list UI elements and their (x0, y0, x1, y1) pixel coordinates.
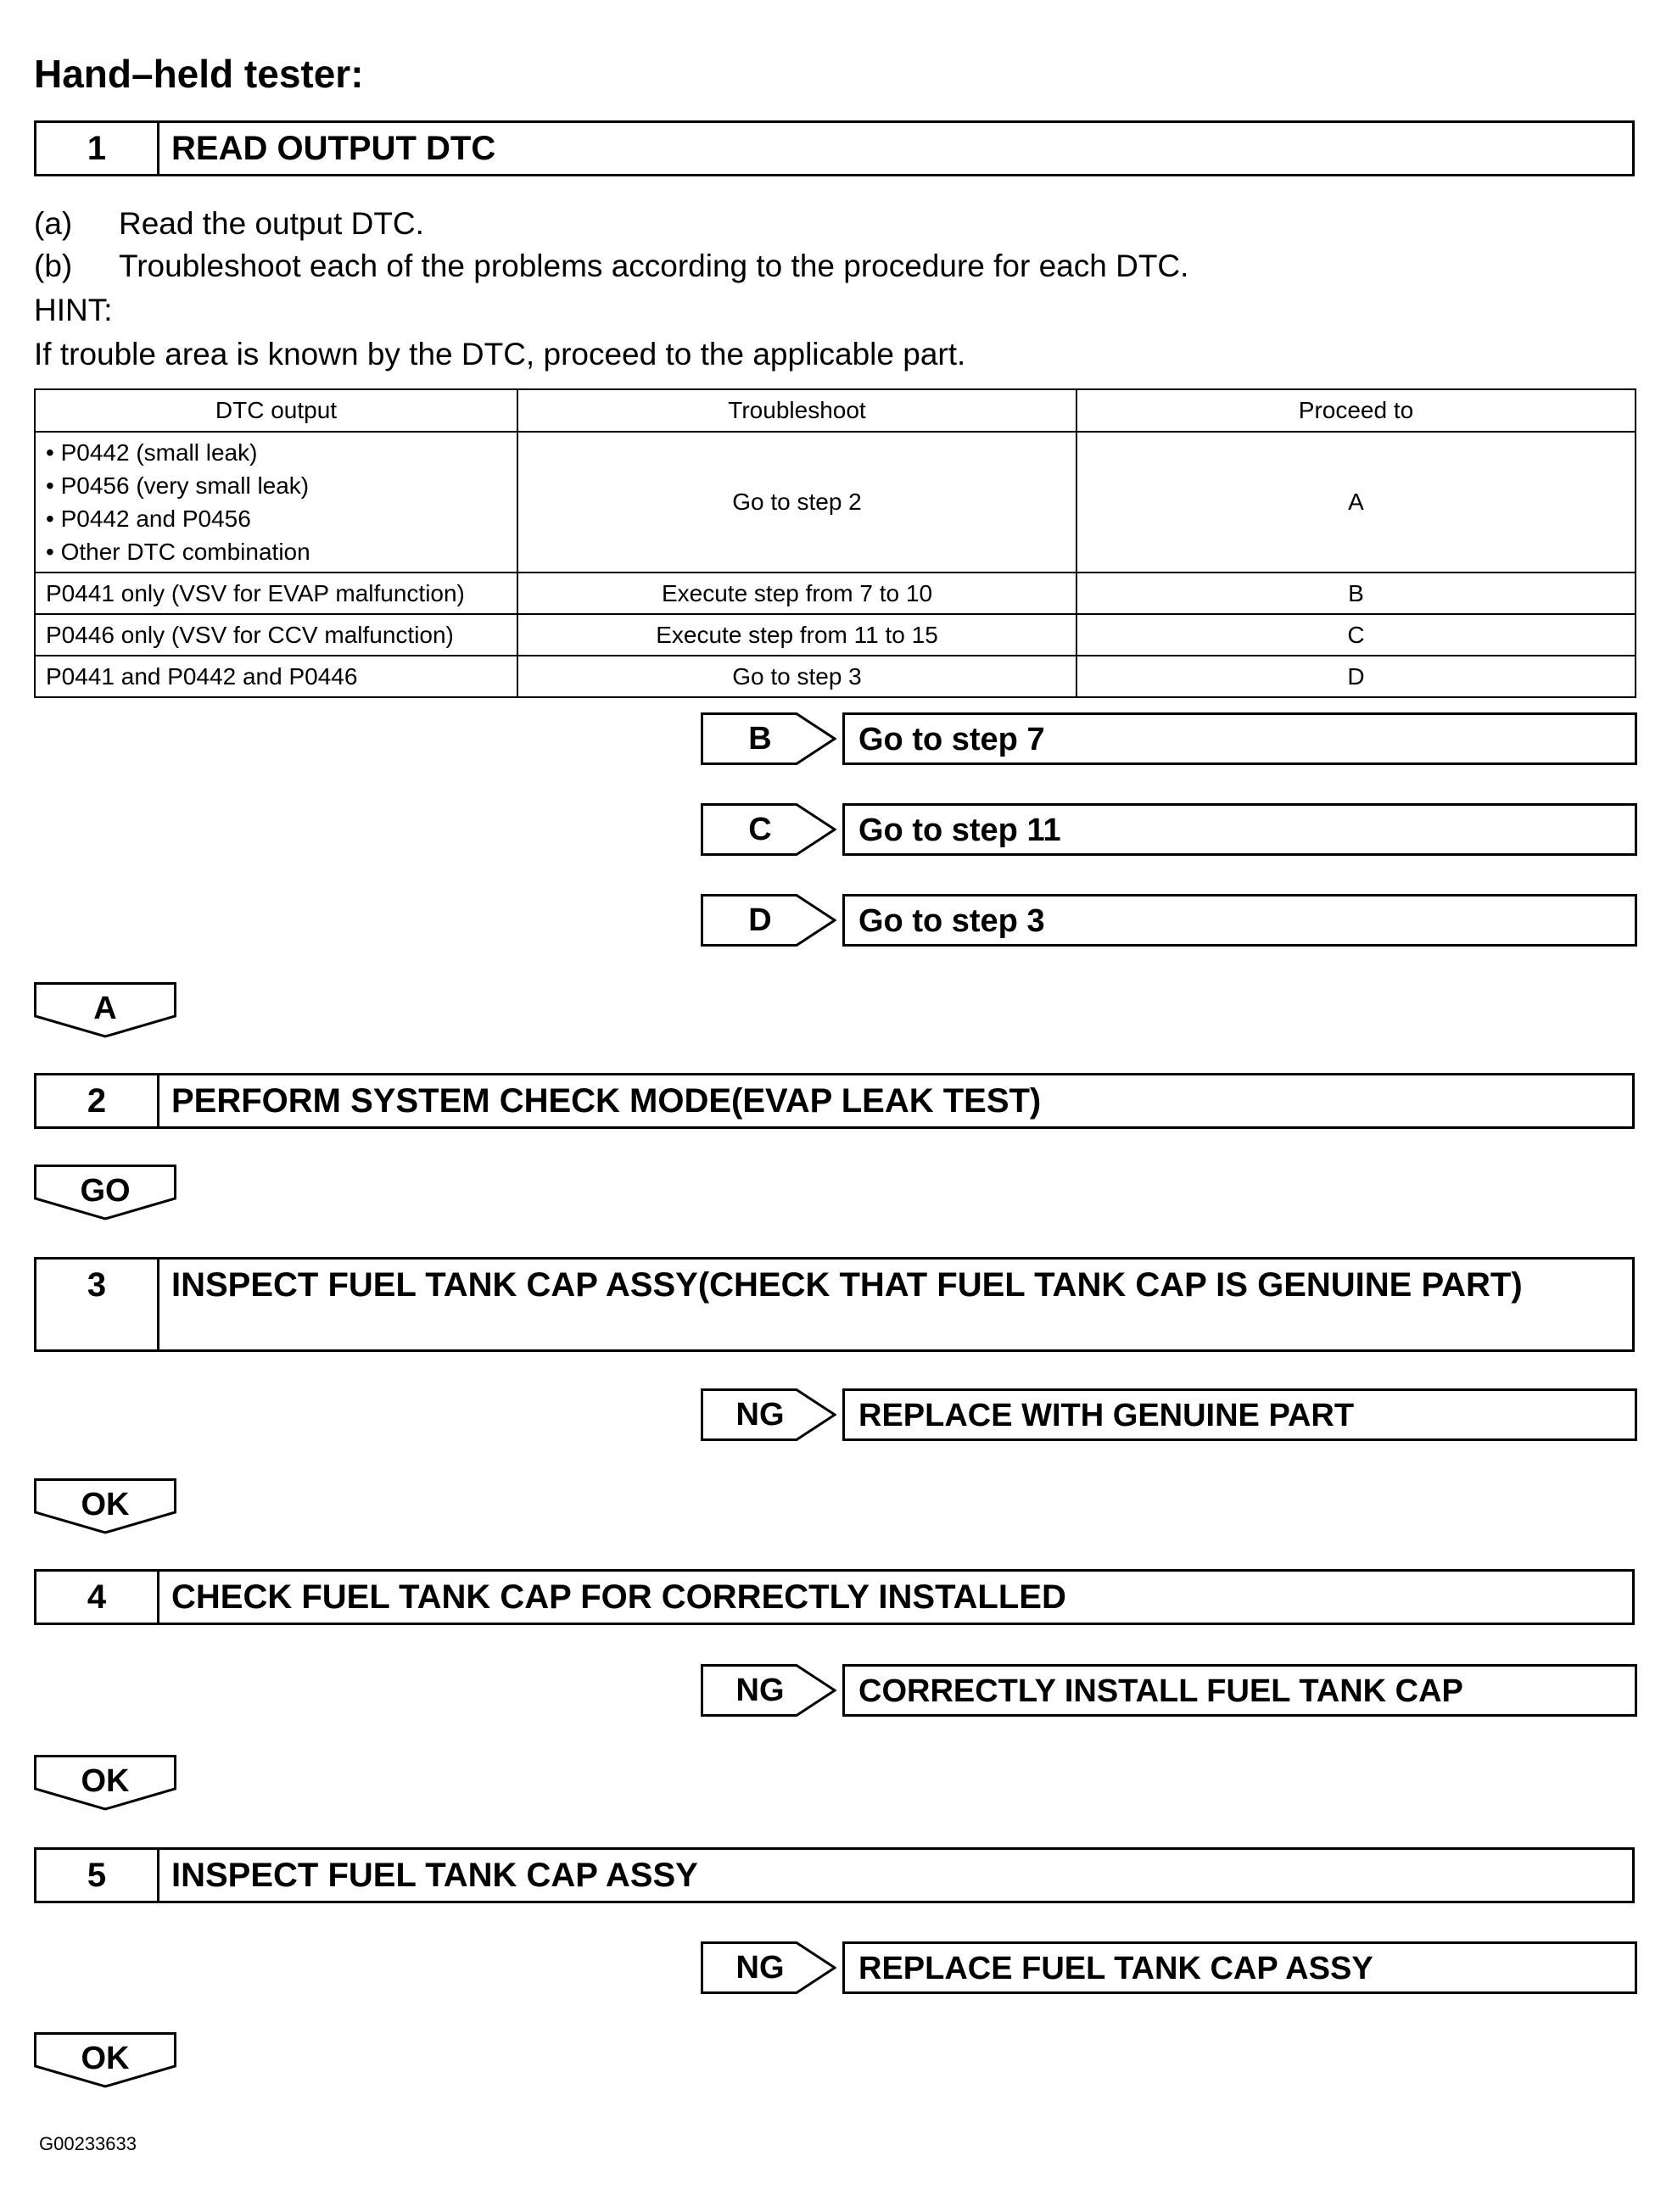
dtc-bullet: • P0456 (very small leak) (46, 472, 310, 499)
flow-label-text: OK (81, 1763, 130, 1799)
branch-result: Go to step 11 (842, 803, 1637, 856)
branch-tag-arrow (701, 803, 836, 856)
branch-d (701, 894, 1637, 947)
flow-label-text: OK (81, 2041, 130, 2076)
instruction-text: Read the output DTC. (119, 206, 424, 241)
step-5-box (34, 1847, 1635, 1903)
branch-tag-label: NG (735, 1950, 785, 1986)
flow-label-ok (34, 1478, 187, 1534)
dtc-bullet: • P0442 (small leak) (46, 439, 258, 466)
instruction-text: Troubleshoot each of the problems according to the procedure for each DTC. (119, 249, 1189, 283)
branch-result: Go to step 7 (842, 712, 1637, 765)
step-title: INSPECT FUEL TANK CAP ASSY(CHECK THAT FUEL TANK CAP IS GENUINE PART) (171, 1266, 1523, 1304)
branch-tag-arrow (701, 1388, 836, 1441)
branch-result: REPLACE WITH GENUINE PART (842, 1388, 1637, 1441)
branch-ng-step-3 (701, 1388, 1637, 1441)
step-number: 3 (36, 1260, 159, 1349)
proceed-cell: A (1076, 432, 1636, 573)
branch-tag-label: NG (735, 1397, 785, 1433)
branch-tag-arrow (701, 1941, 836, 1994)
branch-tag-arrow (701, 894, 836, 947)
branch-result: Go to step 3 (842, 894, 1637, 947)
flow-label-ok (34, 2032, 187, 2088)
step-title: CHECK FUEL TANK CAP FOR CORRECTLY INSTALLED (171, 1578, 1066, 1616)
branch-tag-arrow (701, 1664, 836, 1717)
dtc-output-cell (35, 432, 517, 573)
troubleshoot-cell: Go to step 3 (517, 656, 1076, 697)
table-row (35, 614, 1636, 656)
step-number: 5 (36, 1850, 159, 1901)
step-3-box (34, 1257, 1635, 1352)
branch-ng-step-4 (701, 1664, 1637, 1717)
branch-result: REPLACE FUEL TANK CAP ASSY (842, 1941, 1637, 1994)
branch-b (701, 712, 1637, 765)
table-header: DTC output (35, 389, 517, 432)
flow-label-a (34, 982, 187, 1038)
dtc-output-cell: P0441 only (VSV for EVAP malfunction) (35, 573, 517, 614)
branch-ng-step-5 (701, 1941, 1637, 1994)
table-row (35, 656, 1636, 697)
page-title: Hand–held tester: (34, 52, 364, 96)
step-2-box (34, 1073, 1635, 1129)
troubleshoot-cell: Execute step from 7 to 10 (517, 573, 1076, 614)
flow-label-text: GO (80, 1173, 131, 1209)
proceed-cell: D (1076, 656, 1636, 697)
branch-c (701, 803, 1637, 856)
dtc-table (34, 388, 1636, 698)
dtc-bullet: • P0442 and P0456 (46, 506, 251, 532)
step-title: PERFORM SYSTEM CHECK MODE(EVAP LEAK TEST) (171, 1082, 1042, 1120)
dtc-bullet: • Other DTC combination (46, 539, 310, 565)
flow-label-go (34, 1165, 187, 1221)
step-number: 2 (36, 1075, 159, 1126)
step-number: 1 (36, 123, 159, 174)
troubleshoot-cell: Go to step 2 (517, 432, 1076, 573)
branch-tag-label: NG (735, 1673, 785, 1708)
step-4-box (34, 1569, 1635, 1625)
hint-label: HINT: (34, 293, 113, 327)
table-header: Proceed to (1076, 389, 1636, 432)
instruction-label: (a) (34, 206, 73, 241)
table-row (35, 432, 1636, 573)
dtc-output-cell: P0446 only (VSV for CCV malfunction) (35, 614, 517, 656)
branch-tag-label: D (748, 902, 772, 938)
proceed-cell: C (1076, 614, 1636, 656)
branch-tag-label: C (748, 812, 772, 847)
branch-tag-label: B (748, 721, 772, 757)
table-row (35, 573, 1636, 614)
step-title: INSPECT FUEL TANK CAP ASSY (171, 1857, 698, 1894)
flow-label-text: OK (81, 1487, 130, 1522)
branch-tag-arrow (701, 712, 836, 765)
hint-text: If trouble area is known by the DTC, proceed to the applicable part. (34, 337, 966, 371)
figure-id: G00233633 (39, 2133, 137, 2154)
dtc-output-cell: P0441 and P0442 and P0446 (35, 656, 517, 697)
troubleshoot-cell: Execute step from 11 to 15 (517, 614, 1076, 656)
instruction-a (34, 206, 424, 242)
proceed-cell: B (1076, 573, 1636, 614)
instruction-label: (b) (34, 249, 73, 283)
instruction-b (34, 249, 1188, 284)
flow-label-ok (34, 1755, 187, 1811)
table-header-row (35, 389, 1636, 432)
branch-result: CORRECTLY INSTALL FUEL TANK CAP (842, 1664, 1637, 1717)
step-number: 4 (36, 1572, 159, 1623)
step-1-box (34, 120, 1635, 176)
table-header: Troubleshoot (517, 389, 1076, 432)
flow-label-text: A (93, 991, 117, 1026)
step-title: READ OUTPUT DTC (171, 130, 496, 167)
